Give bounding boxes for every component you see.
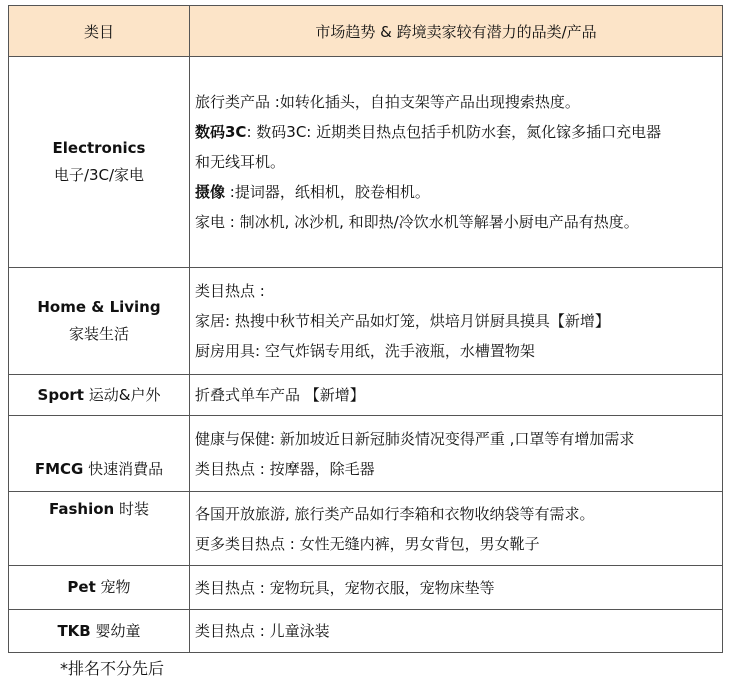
header-category: 类目	[9, 6, 190, 57]
trend-cell	[190, 268, 723, 375]
category-en: Sport	[37, 385, 84, 404]
trend-cell	[190, 492, 723, 566]
trend-line: 类目热点 : 宠物玩具，宠物衣服，宠物床垫等	[195, 578, 495, 597]
trend-line: 和无线耳机。	[195, 153, 286, 171]
category-cell	[9, 566, 190, 610]
header-trends: 市场趋势 & 跨境卖家较有潜力的品类/产品	[190, 6, 723, 57]
trend-line: 各国开放旅游, 旅行类产品如行李箱和衣物收纳袋等有需求。	[195, 504, 595, 523]
trend-cell	[190, 57, 723, 268]
trend-line: 数码3C: 数码3C: 近期类目热点包括手机防水套，氮化镓多插口充电器	[195, 123, 662, 141]
table-row	[9, 268, 723, 375]
table-row	[9, 492, 723, 566]
category-cn: 婴幼童	[95, 621, 141, 640]
trend-line: 更多类目热点 : 女性无缝内裤，男女背包，男女靴子	[195, 534, 540, 553]
header-row	[9, 6, 723, 57]
trend-line: 家居: 热搜中秋节相关产品如灯笼，烘培月饼厨具摸具【新增】	[195, 312, 610, 330]
trend-cell	[190, 416, 723, 492]
table-row	[9, 566, 723, 610]
trend-line: 旅行类产品 :如转化插头，自拍支架等产品出现搜索热度。	[195, 93, 580, 111]
trend-line: 厨房用具: 空气炸锅专用纸，洗手液瓶，水槽置物架	[195, 342, 535, 360]
trend-line: 类目热点 : 儿童泳装	[195, 622, 330, 640]
category-en: Pet	[67, 578, 96, 596]
table-row	[9, 375, 723, 416]
category-cell	[9, 268, 190, 375]
table-row	[9, 57, 723, 268]
trend-cell	[190, 610, 723, 653]
trend-cell	[190, 375, 723, 416]
trend-line: 折叠式单车产品 【新增】	[195, 386, 365, 404]
category-cn: 电子/3C/家电	[53, 166, 145, 184]
category-trends-table	[8, 5, 723, 653]
category-cell	[9, 416, 190, 492]
category-cell	[9, 610, 190, 653]
category-cn: 运动&户外	[88, 385, 161, 404]
category-cn: 宠物	[100, 578, 131, 596]
category-en: Electronics	[52, 139, 146, 157]
trend-line: 健康与保健: 新加坡近日新冠肺炎情况变得严重 ,口罩等有增加需求	[195, 429, 635, 448]
trend-line: 家电 : 制冰机, 冰沙机, 和即热/冷饮水机等解暑小厨电产品有热度。	[195, 213, 639, 231]
trend-line: 类目热点 : 按摩器，除毛器	[195, 459, 375, 478]
trend-line: 摄像 :提词器，纸相机，胶卷相机。	[195, 183, 430, 201]
category-en: FMCG	[34, 460, 84, 478]
category-en: Fashion	[48, 500, 115, 518]
footnote: *排名不分先后	[60, 659, 165, 678]
table-row	[9, 416, 723, 492]
table-row	[9, 610, 723, 653]
category-cell	[9, 492, 190, 566]
category-cn: 快速消費品	[88, 460, 164, 478]
category-cn: 家装生活	[68, 325, 129, 343]
category-cn: 时装	[119, 500, 150, 518]
category-en: TKB	[57, 621, 91, 640]
category-cell	[9, 57, 190, 268]
category-en: Home & Living	[37, 298, 161, 316]
trend-cell	[190, 566, 723, 610]
trend-line: 类目热点 :	[195, 282, 265, 300]
category-cell	[9, 375, 190, 416]
